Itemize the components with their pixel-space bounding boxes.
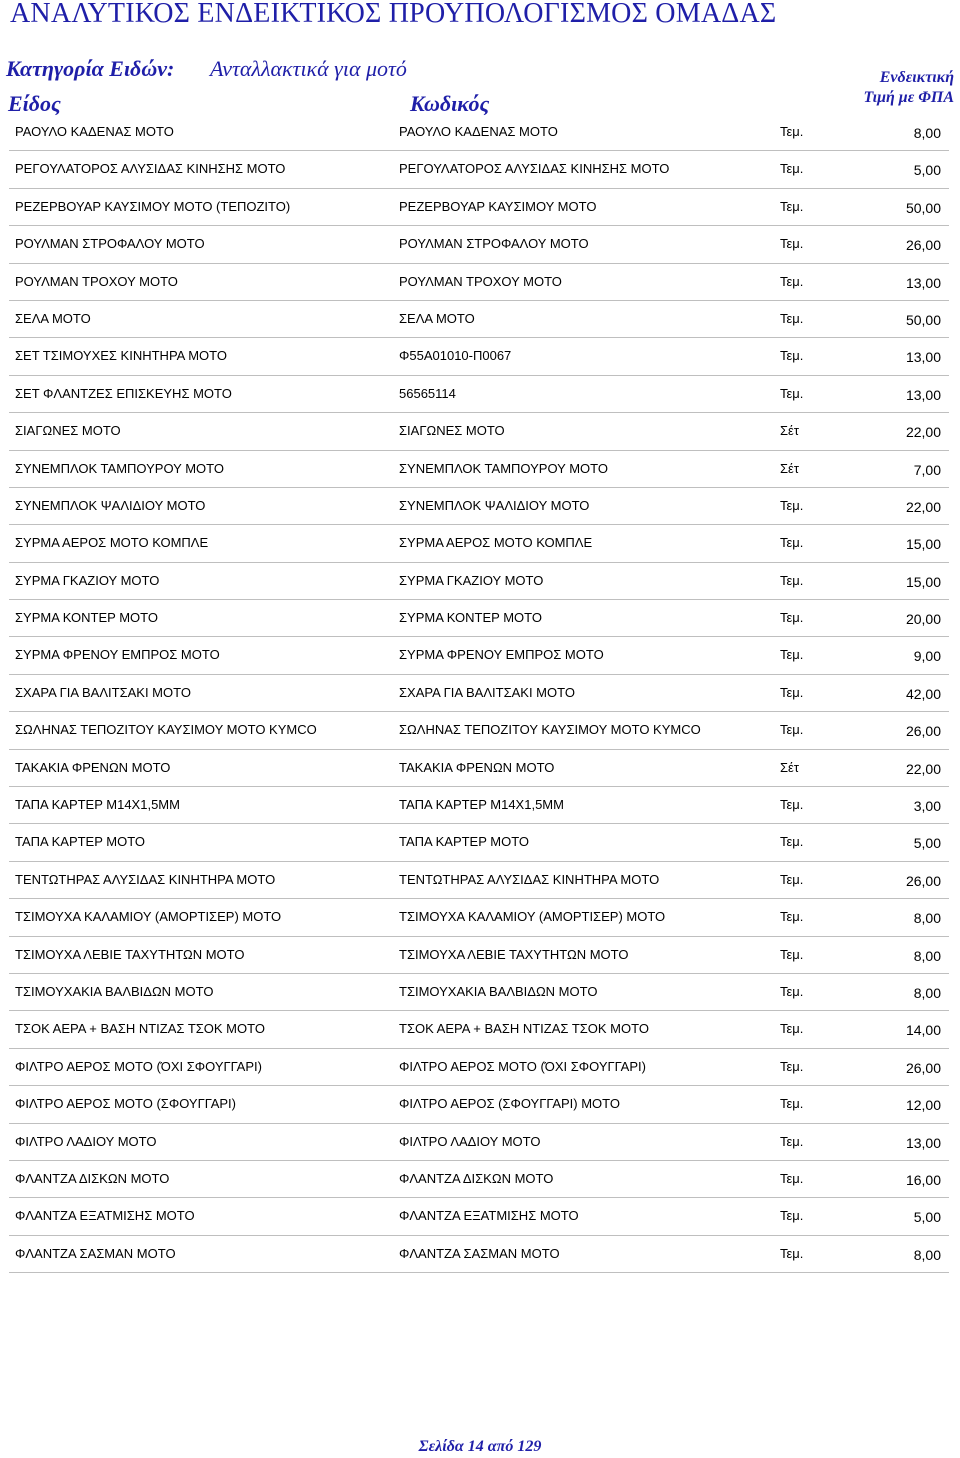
item-unit-cell: Τεμ. xyxy=(780,797,804,813)
table-row xyxy=(9,974,949,1011)
table-row xyxy=(9,451,949,488)
item-price-cell: 7,00 xyxy=(913,461,941,478)
item-name-cell: ΤΑΠΑ ΚΑΡΤΕΡ Μ14Χ1,5ΜΜ xyxy=(15,797,180,813)
item-name-cell: ΡΑΟΥΛΟ ΚΑΔΕΝΑΣ ΜΟΤΟ xyxy=(15,124,174,139)
item-unit-cell: Τεμ. xyxy=(780,1208,804,1224)
item-code-cell: ΡΟΥΛΜΑΝ ΣΤΡΟΦΑΛΟΥ ΜΟΤΟ xyxy=(399,236,589,252)
item-unit-cell: Τεμ. xyxy=(780,348,804,364)
item-unit-cell: Τεμ. xyxy=(780,946,804,962)
item-unit-cell: Τεμ. xyxy=(780,610,804,626)
item-unit-cell: Τεμ. xyxy=(780,198,804,214)
page-title: ΑΝΑΛΥΤΙΚΟΣ ΕΝΔΕΙΚΤΙΚΟΣ ΠΡΟΥΠΟΛΟΓΙΣΜΟΣ ΟΜΑΔΑΣ xyxy=(10,0,777,29)
item-price-cell: 26,00 xyxy=(905,237,941,254)
item-unit-cell: Τεμ. xyxy=(780,273,804,289)
item-name-cell: ΤΣΙΜΟΥΧΑ ΚΑΛΑΜΙΟΥ (ΑΜΟΡΤΙΣΕΡ) ΜΟΤΟ xyxy=(15,909,282,925)
item-code-cell: ΣΥΝΕΜΠΛΟΚ ΨΑΛΙΔΙΟΥ ΜΟΤΟ xyxy=(399,497,590,513)
item-name-cell: ΤΑΠΑ ΚΑΡΤΕΡ ΜΟΤΟ xyxy=(15,834,146,850)
item-price-cell: 42,00 xyxy=(905,685,941,702)
item-code-cell: ΣΩΛΗΝΑΣ ΤΕΠΟΖΙΤΟΥ ΚΑΥΣΙΜΟΥ ΜΟΤΟ KYMCO xyxy=(399,722,701,738)
item-unit-cell: Τεμ. xyxy=(780,834,804,850)
item-code-cell: ΡΑΟΥΛΟ ΚΑΔΕΝΑΣ ΜΟΤΟ xyxy=(399,124,558,139)
table-row xyxy=(9,787,949,824)
item-name-cell: ΦΙΛΤΡΟ ΑΕΡΟΣ ΜΟΤΟ (ΣΦΟΥΓΓΑΡΙ) xyxy=(15,1096,236,1112)
table-row xyxy=(9,899,949,936)
item-name-cell: ΤΕΝΤΩΤΗΡΑΣ ΑΛΥΣΙΔΑΣ ΚΙΝΗΤΗΡΑ ΜΟΤΟ xyxy=(15,871,276,887)
column-header-code: Κωδικός xyxy=(410,91,490,116)
item-code-cell: ΦΛΑΝΤΖΑ ΕΞΑΤΜΙΣΗΣ ΜΟΤΟ xyxy=(399,1208,579,1224)
table-row xyxy=(9,824,949,861)
table-row xyxy=(9,114,949,151)
item-price-cell: 5,00 xyxy=(913,1209,941,1226)
item-code-cell: Φ55Α01010-Π0067 xyxy=(399,348,512,364)
item-name-cell: ΤΣΙΜΟΥΧΑ ΛΕΒΙΕ ΤΑΧΥΤΗΤΩΝ ΜΟΤΟ xyxy=(15,946,245,962)
item-code-cell: ΡΕΓΟΥΛΑΤΟΡΟΣ ΑΛΥΣΙΔΑΣ ΚΙΝΗΣΗΣ ΜΟΤΟ xyxy=(399,161,670,177)
table-row xyxy=(9,189,949,226)
table-row xyxy=(9,1011,949,1048)
item-name-cell: ΤΑΚΑΚΙΑ ΦΡΕΝΩΝ ΜΟΤΟ xyxy=(15,759,171,775)
table-row xyxy=(9,750,949,787)
item-code-cell: ΦΙΛΤΡΟ ΛΑΔΙΟΥ ΜΟΤΟ xyxy=(399,1133,541,1149)
item-price-cell: 8,00 xyxy=(913,984,941,1001)
item-name-cell: ΣΕΤ ΦΛΑΝΤΖΕΣ ΕΠΙΣΚΕΥΗΣ ΜΟΤΟ xyxy=(15,385,232,401)
item-price-cell: 50,00 xyxy=(905,199,941,216)
item-code-cell: ΤΣΙΜΟΥΧΑ ΚΑΛΑΜΙΟΥ (ΑΜΟΡΤΙΣΕΡ) ΜΟΤΟ xyxy=(399,909,666,925)
item-price-cell: 9,00 xyxy=(913,648,941,665)
item-code-cell: ΣΧΑΡΑ ΓΙΑ ΒΑΛΙΤΣΑΚΙ ΜΟΤΟ xyxy=(399,684,575,700)
item-code-cell: ΦΛΑΝΤΖΑ ΔΙΣΚΩΝ ΜΟΤΟ xyxy=(399,1170,554,1186)
column-header-price xyxy=(863,68,954,108)
item-name-cell: ΣΥΡΜΑ ΓΚΑΖΙΟΥ ΜΟΤΟ xyxy=(15,572,160,588)
item-code-cell: ΤΕΝΤΩΤΗΡΑΣ ΑΛΥΣΙΔΑΣ ΚΙΝΗΤΗΡΑ ΜΟΤΟ xyxy=(399,871,660,887)
item-code-cell: 56565114 xyxy=(399,385,456,401)
item-price-cell: 22,00 xyxy=(905,424,941,441)
item-unit-cell: Τεμ. xyxy=(780,124,804,139)
table-row xyxy=(9,862,949,899)
item-price-cell: 8,00 xyxy=(913,910,941,927)
item-price-cell: 13,00 xyxy=(905,349,941,366)
item-unit-cell: Σέτ xyxy=(780,460,799,476)
table-row xyxy=(9,488,949,525)
table-row xyxy=(9,712,949,749)
item-name-cell: ΤΣΟΚ ΑΕΡΑ + ΒΑΣΗ ΝΤΙΖΑΣ ΤΣΟΚ ΜΟΤΟ xyxy=(15,1021,265,1037)
item-code-cell: ΤΣΙΜΟΥΧΑ ΛΕΒΙΕ ΤΑΧΥΤΗΤΩΝ ΜΟΤΟ xyxy=(399,946,629,962)
item-code-cell: ΣΥΡΜΑ ΚΟΝΤΕΡ ΜΟΤΟ xyxy=(399,610,542,626)
item-code-cell: ΡΕΖΕΡΒΟΥΑΡ ΚΑΥΣΙΜΟΥ ΜΟΤΟ xyxy=(399,198,597,214)
item-code-cell: ΤΑΠΑ ΚΑΡΤΕΡ Μ14Χ1,5ΜΜ xyxy=(399,797,564,813)
item-price-cell: 22,00 xyxy=(905,760,941,777)
item-unit-cell: Τεμ. xyxy=(780,385,804,401)
item-unit-cell: Τεμ. xyxy=(780,310,804,326)
item-unit-cell: Τεμ. xyxy=(780,684,804,700)
item-price-cell: 13,00 xyxy=(905,386,941,403)
item-price-cell: 15,00 xyxy=(905,536,941,553)
table-row xyxy=(9,1086,949,1123)
item-price-cell: 13,00 xyxy=(905,274,941,291)
item-price-cell: 12,00 xyxy=(905,1097,941,1114)
item-price-cell: 5,00 xyxy=(913,835,941,852)
item-code-cell: ΣΥΝΕΜΠΛΟΚ ΤΑΜΠΟΥΡΟΥ ΜΟΤΟ xyxy=(399,460,608,476)
item-price-cell: 8,00 xyxy=(913,1246,941,1263)
item-unit-cell: Τεμ. xyxy=(780,1058,804,1074)
item-code-cell: ΤΣΟΚ ΑΕΡΑ + ΒΑΣΗ ΝΤΙΖΑΣ ΤΣΟΚ ΜΟΤΟ xyxy=(399,1021,649,1037)
column-header-item: Είδος xyxy=(8,91,61,116)
item-unit-cell: Τεμ. xyxy=(780,909,804,925)
table-row xyxy=(9,376,949,413)
item-unit-cell: Τεμ. xyxy=(780,1133,804,1149)
item-name-cell: ΤΣΙΜΟΥΧΑΚΙΑ ΒΑΛΒΙΔΩΝ ΜΟΤΟ xyxy=(15,983,214,999)
item-name-cell: ΣΙΑΓΩΝΕΣ ΜΟΤΟ xyxy=(15,423,121,439)
item-name-cell: ΡΟΥΛΜΑΝ ΣΤΡΟΦΑΛΟΥ ΜΟΤΟ xyxy=(15,236,205,252)
table-row xyxy=(9,301,949,338)
item-price-cell: 14,00 xyxy=(905,1022,941,1039)
item-unit-cell: Σέτ xyxy=(780,423,799,439)
item-unit-cell: Τεμ. xyxy=(780,161,804,177)
table-row xyxy=(9,1124,949,1161)
item-name-cell: ΦΛΑΝΤΖΑ ΣΑΣΜΑΝ ΜΟΤΟ xyxy=(15,1245,176,1261)
item-unit-cell: Τεμ. xyxy=(780,497,804,513)
item-unit-cell: Τεμ. xyxy=(780,1170,804,1186)
item-price-cell: 5,00 xyxy=(913,162,941,179)
item-name-cell: ΡΕΖΕΡΒΟΥΑΡ ΚΑΥΣΙΜΟΥ ΜΟΤΟ (ΤΕΠΟΖΙΤΟ) xyxy=(15,198,291,214)
item-unit-cell: Τεμ. xyxy=(780,1021,804,1037)
table-row xyxy=(9,413,949,450)
item-name-cell: ΦΛΑΝΤΖΑ ΔΙΣΚΩΝ ΜΟΤΟ xyxy=(15,1170,170,1186)
item-name-cell: ΣΕΛΑ ΜΟΤΟ xyxy=(15,310,91,326)
item-name-cell: ΦΛΑΝΤΖΑ ΕΞΑΤΜΙΣΗΣ ΜΟΤΟ xyxy=(15,1208,195,1224)
item-unit-cell: Τεμ. xyxy=(780,1245,804,1261)
item-price-cell: 15,00 xyxy=(905,573,941,590)
table-row xyxy=(9,264,949,301)
table-row xyxy=(9,226,949,263)
table-row xyxy=(9,338,949,375)
item-unit-cell: Τεμ. xyxy=(780,1096,804,1112)
table-row xyxy=(9,1236,949,1273)
page-number: Σελίδα 14 από 129 xyxy=(418,1438,542,1455)
category-value: Ανταλλακτικά για μοτό xyxy=(210,56,407,81)
item-code-cell: ΦΙΛΤΡΟ ΑΕΡΟΣ ΜΟΤΟ (ΌΧΙ ΣΦΟΥΓΓΑΡΙ) xyxy=(399,1058,646,1074)
item-price-cell: 8,00 xyxy=(913,947,941,964)
item-name-cell: ΡΟΥΛΜΑΝ ΤΡΟΧΟΥ ΜΟΤΟ xyxy=(15,273,178,289)
item-name-cell: ΣΧΑΡΑ ΓΙΑ ΒΑΛΙΤΣΑΚΙ ΜΟΤΟ xyxy=(15,684,191,700)
item-code-cell: ΣΥΡΜΑ ΑΕΡΟΣ ΜΟΤΟ ΚΟΜΠΛΕ xyxy=(399,535,593,551)
item-price-cell: 22,00 xyxy=(905,498,941,515)
table-row xyxy=(9,151,949,188)
item-name-cell: ΣΥΡΜΑ ΑΕΡΟΣ ΜΟΤΟ ΚΟΜΠΛΕ xyxy=(15,535,209,551)
item-unit-cell: Τεμ. xyxy=(780,647,804,663)
item-price-cell: 50,00 xyxy=(905,311,941,328)
item-code-cell: ΣΕΛΑ ΜΟΤΟ xyxy=(399,310,475,326)
item-name-cell: ΦΙΛΤΡΟ ΛΑΔΙΟΥ ΜΟΤΟ xyxy=(15,1133,157,1149)
item-price-cell: 20,00 xyxy=(905,611,941,628)
item-name-cell: ΣΥΡΜΑ ΚΟΝΤΕΡ ΜΟΤΟ xyxy=(15,610,158,626)
item-code-cell: ΣΥΡΜΑ ΓΚΑΖΙΟΥ ΜΟΤΟ xyxy=(399,572,544,588)
item-price-cell: 3,00 xyxy=(913,798,941,815)
item-price-cell: 8,00 xyxy=(913,125,941,141)
item-code-cell: ΤΣΙΜΟΥΧΑΚΙΑ ΒΑΛΒΙΔΩΝ ΜΟΤΟ xyxy=(399,983,598,999)
table-row xyxy=(9,1198,949,1235)
table-row xyxy=(9,1161,949,1198)
item-code-cell: ΡΟΥΛΜΑΝ ΤΡΟΧΟΥ ΜΟΤΟ xyxy=(399,273,562,289)
item-price-cell: 16,00 xyxy=(905,1171,941,1188)
item-unit-cell: Τεμ. xyxy=(780,535,804,551)
item-name-cell: ΡΕΓΟΥΛΑΤΟΡΟΣ ΑΛΥΣΙΔΑΣ ΚΙΝΗΣΗΣ ΜΟΤΟ xyxy=(15,161,286,177)
table-row xyxy=(9,675,949,712)
table-row xyxy=(9,1049,949,1086)
item-unit-cell: Τεμ. xyxy=(780,871,804,887)
table-row xyxy=(9,937,949,974)
item-unit-cell: Τεμ. xyxy=(780,983,804,999)
table-row xyxy=(9,525,949,562)
item-code-cell: ΦΛΑΝΤΖΑ ΣΑΣΜΑΝ ΜΟΤΟ xyxy=(399,1245,560,1261)
item-unit-cell: Τεμ. xyxy=(780,236,804,252)
item-name-cell: ΣΥΝΕΜΠΛΟΚ ΨΑΛΙΔΙΟΥ ΜΟΤΟ xyxy=(15,497,206,513)
item-price-cell: 26,00 xyxy=(905,1059,941,1076)
item-code-cell: ΤΑΚΑΚΙΑ ΦΡΕΝΩΝ ΜΟΤΟ xyxy=(399,759,555,775)
column-header-price-line1: Ενδεικτική xyxy=(879,69,954,86)
category-label: Κατηγορία Ειδών: xyxy=(6,56,175,81)
item-price-cell: 26,00 xyxy=(905,723,941,740)
item-price-cell: 13,00 xyxy=(905,1134,941,1151)
item-code-cell: ΦΙΛΤΡΟ ΑΕΡΟΣ (ΣΦΟΥΓΓΑΡΙ) ΜΟΤΟ xyxy=(399,1096,620,1112)
item-unit-cell: Σέτ xyxy=(780,759,799,775)
item-unit-cell: Τεμ. xyxy=(780,722,804,738)
item-code-cell: ΣΥΡΜΑ ΦΡΕΝΟΥ ΕΜΠΡΟΣ ΜΟΤΟ xyxy=(399,647,604,663)
item-name-cell: ΣΥΡΜΑ ΦΡΕΝΟΥ ΕΜΠΡΟΣ ΜΟΤΟ xyxy=(15,647,220,663)
items-table xyxy=(9,114,949,1273)
item-price-cell: 26,00 xyxy=(905,872,941,889)
item-code-cell: ΣΙΑΓΩΝΕΣ ΜΟΤΟ xyxy=(399,423,505,439)
item-unit-cell: Τεμ. xyxy=(780,572,804,588)
table-row xyxy=(9,637,949,674)
column-header-price-line2: Τιμή με ΦΠΑ xyxy=(863,89,954,106)
item-name-cell: ΣΩΛΗΝΑΣ ΤΕΠΟΖΙΤΟΥ ΚΑΥΣΙΜΟΥ ΜΟΤΟ KYMCO xyxy=(15,722,317,738)
item-code-cell: ΤΑΠΑ ΚΑΡΤΕΡ ΜΟΤΟ xyxy=(399,834,530,850)
item-name-cell: ΣΕΤ ΤΣΙΜΟΥΧΕΣ ΚΙΝΗΤΗΡΑ ΜΟΤΟ xyxy=(15,348,227,364)
item-name-cell: ΣΥΝΕΜΠΛΟΚ ΤΑΜΠΟΥΡΟΥ ΜΟΤΟ xyxy=(15,460,224,476)
table-row xyxy=(9,600,949,637)
item-name-cell: ΦΙΛΤΡΟ ΑΕΡΟΣ ΜΟΤΟ (ΌΧΙ ΣΦΟΥΓΓΑΡΙ) xyxy=(15,1058,262,1074)
table-row xyxy=(9,563,949,600)
